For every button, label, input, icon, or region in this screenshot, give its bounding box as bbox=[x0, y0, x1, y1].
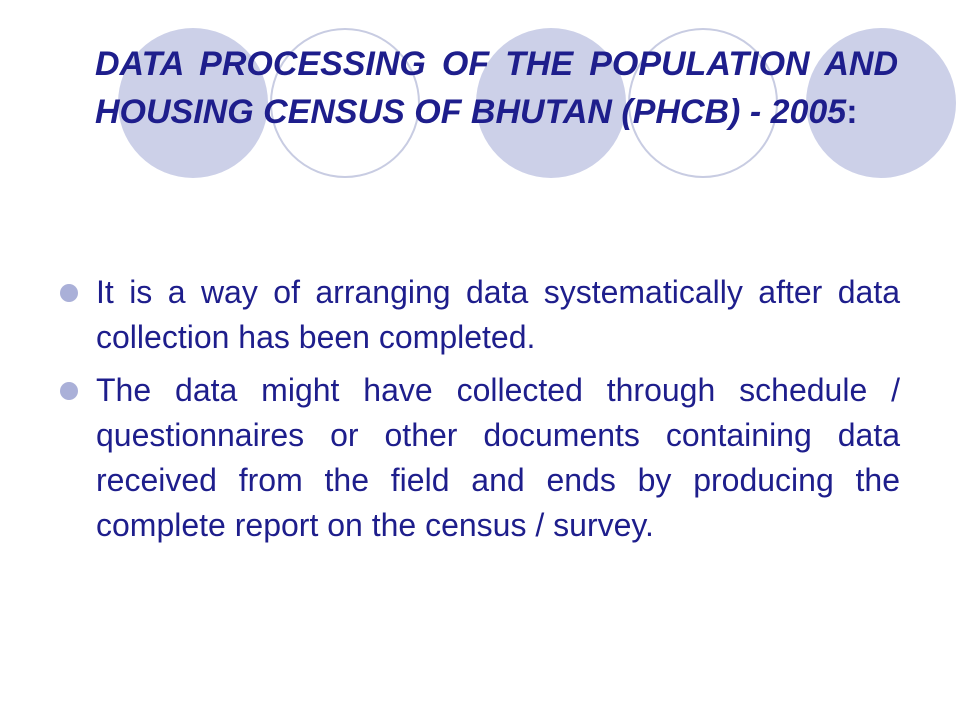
bullet-text: The data might have collected through schedule / questionnaires or other documents containing data received from the field and ends by producing the complete report on the census / survey. bbox=[96, 372, 900, 543]
bullet-item bbox=[60, 270, 900, 360]
slide-title-colon: : bbox=[846, 93, 858, 131]
bullet-item bbox=[60, 368, 900, 548]
bullet-text: It is a way of arranging data systematically after data collection has been completed. bbox=[96, 274, 900, 355]
bullet-dot-icon bbox=[60, 284, 78, 302]
slide-title bbox=[95, 40, 898, 136]
bullet-list bbox=[60, 270, 900, 556]
bullet-dot-icon bbox=[60, 382, 78, 400]
slide-title-text: DATA PROCESSING OF THE POPULATION AND HOUSING CENSUS OF BHUTAN (PHCB) - 2005 bbox=[95, 45, 898, 131]
